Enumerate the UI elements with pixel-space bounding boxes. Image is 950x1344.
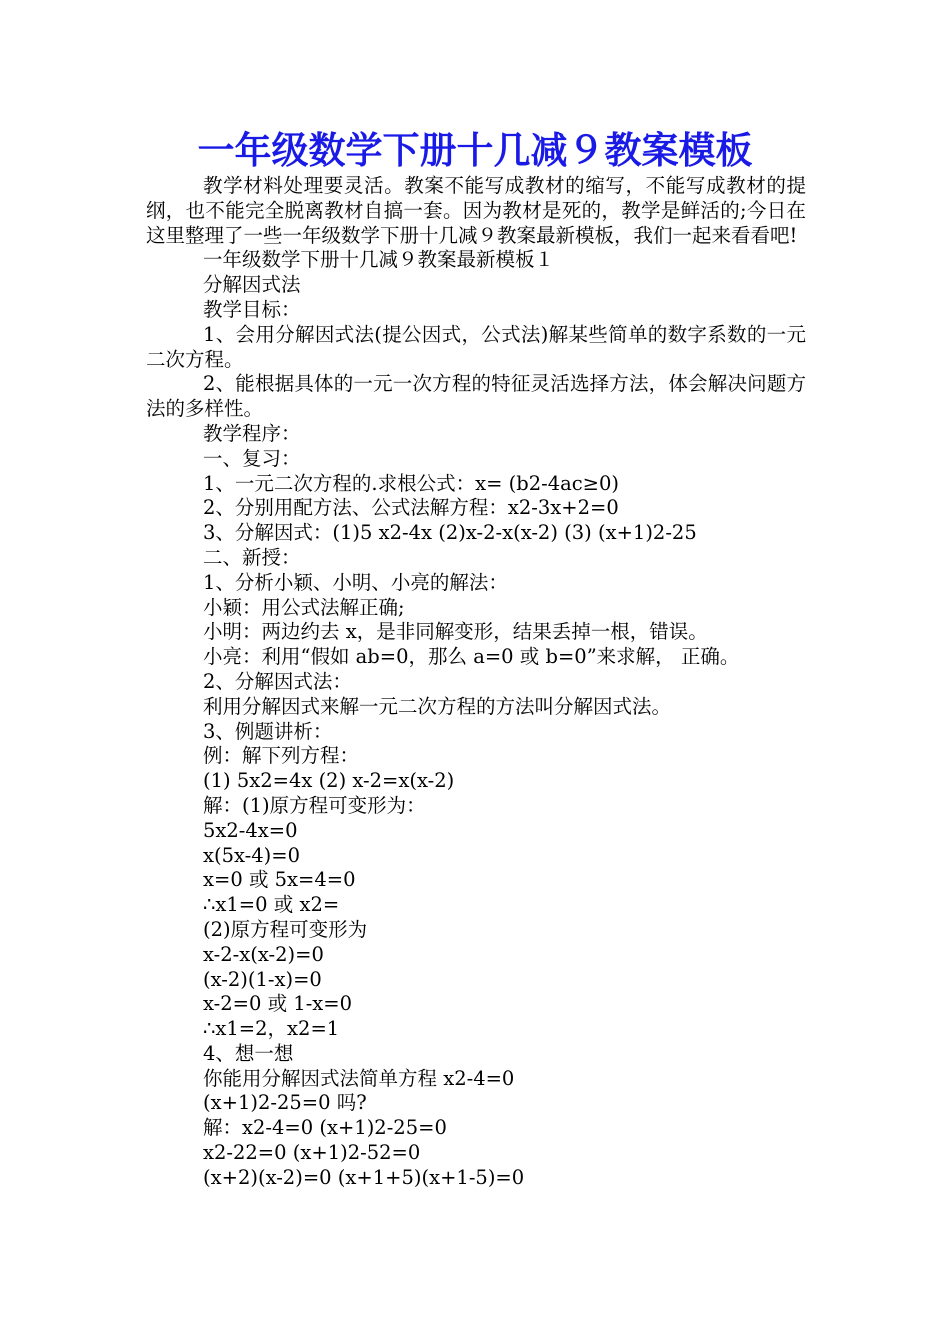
text-line: 5x2-4x=0 [203,818,298,842]
text-line: (x+2)(x-2)=0 (x+1+5)(x+1-5)=0 [203,1165,525,1189]
text-line: (1) 5x2=4x (2) x-2=x(x-2) [203,769,455,793]
text-line: 二、新授： [203,545,301,569]
text-line: 利用分解因式来解一元二次方程的方法叫分解因式法。 [203,694,672,718]
intro-paragraph: 教学材料处理要灵活。教案不能写成教材的缩写，不能写成教材的提纲，也不能完全脱离教材自搞一套。因为教材是死的，教学是鲜活的;今日在这里整理了一些一年级数学下册十几减９教案最新模板，我们一起来看看吧! [146,174,806,247]
text-line: 3、分解因式：(1)5 x2-4x (2)x-2-x(x-2) (3) (x+1)2-25 [203,521,697,545]
text-line: 3、例题讲析： [203,719,333,743]
text-line: 1、分析小颖、小明、小亮的解法： [203,570,508,594]
text-line: 小明：两边约去 x，是非同解变形，结果丢掉一根，错误。 [203,620,708,644]
text-line: ∴x1=2，x2=1 [203,1017,340,1041]
text-line: 4、想一想 [203,1041,294,1065]
section-heading: 一年级数学下册十几减９教案最新模板１ [203,248,555,272]
text-line: 小颖：用公式法解正确; [203,595,405,619]
objective-paragraph: 2、能根据具体的一元一次方程的特征灵活选择方法，体会解决问题方法的多样性。 [146,372,806,421]
text-line: 2、分解因式法： [203,669,352,693]
text-line: x2-22=0 (x+1)2-52=0 [203,1141,421,1165]
objective-paragraph: 1、会用分解因式法(提公因式，公式法)解某些简单的数字系数的一元二次方程。 [146,322,806,371]
text-line: (x-2)(1-x)=0 [203,967,322,991]
text-line: x=0 或 5x=4=0 [203,868,356,892]
text-line: 教学目标： [203,297,301,321]
text-line: 解：(1)原方程可变形为： [203,793,426,817]
text-line: x-2-x(x-2)=0 [203,942,324,966]
text-line: x-2=0 或 1-x=0 [203,992,353,1016]
text-line: 小亮：利用“假如 ab=0，那么 a=0 或 b=0”来求解， 正确。 [203,645,740,669]
text-line: 2、分别用配方法、公式法解方程：x2-3x+2=0 [203,496,619,520]
text-line: 你能用分解因式法简单方程 x2-4=0 [203,1066,515,1090]
text-line: (2)原方程可变形为 [203,917,368,941]
text-line: 1、一元二次方程的.求根公式：x= (b2-4ac≥0) [203,471,620,495]
text-line: 一、复习： [203,446,301,470]
document-body [146,174,806,1191]
text-line: 解：x2-4=0 (x+1)2-25=0 [203,1116,447,1140]
text-line: 例：解下列方程： [203,744,360,768]
text-line: 教学程序： [203,421,301,445]
text-line: ∴x1=0 或 x2= [203,893,340,917]
text-line: (x+1)2-25=0 吗? [203,1091,367,1115]
document-title: 一年级数学下册十几减９教案模板 [197,128,753,172]
topic-line: 分解因式法 [203,273,301,297]
text-line: x(5x-4)=0 [203,843,301,867]
